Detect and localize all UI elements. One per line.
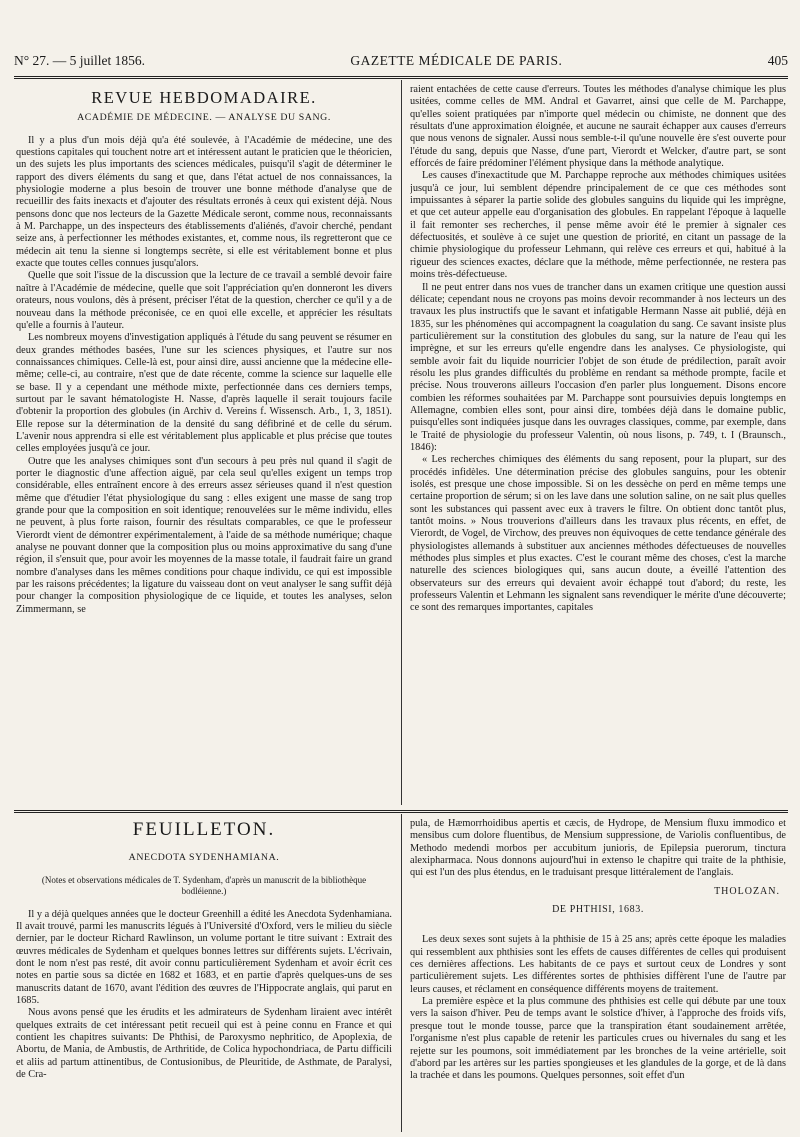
feuilleton-column-right <box>410 818 786 1132</box>
header-rule-2 <box>14 78 788 79</box>
revue-column-left <box>16 88 392 801</box>
revue-subtitle: ACADÉMIE DE MÉDECINE. — ANALYSE DU SANG. <box>77 112 331 124</box>
revue-paragraph: Quelle que soit l'issue de la discussion que la lecture de ce travail a semblé devoir faire naître à l'Académie de médecine, quelle que soit l'appréciation qu'en donneront les divers orateurs, nous voulons, dès à présent, préciser l'état de la question, chercher ce qu'il y a de nouveau dans la méthode préconisée, ce en quoi elle excelle, et apprécier les résultats qu'elle a fournis à l'auteur. <box>16 270 392 331</box>
header-rule <box>14 76 788 77</box>
feuilleton-title: FEUILLETON. <box>132 820 276 840</box>
author-signature: THOLOZAN. <box>714 885 780 897</box>
journal-title: GAZETTE MÉDICALE DE PARIS. <box>350 53 563 68</box>
revue-paragraph: Les causes d'inexactitude que M. Parchappe reproche aux méthodes chimiques usitées jusqu'à ce jour, lui semblent dépendre principalement de ce que ces méthodes sont impuissantes à séparer la partie solide des globules sanguins du liquide qui les imprègne, et que cet auteur appelle eau d'organisation des globules. En rappelant l'époque à laquelle il fait remonter ses recherches, il pense même avoir été le premier à signaler ces défectuosités, et soulève à ce sujet une question de priorité, en citant un passage de la chimie physiologique du professeur Lehmann, qui relève ces erreurs et qui, habitué à la rigueur des sciences exactes, déclare que la méthode, même perfectionnée, ne restera pas moins très-défectueuse. <box>410 170 786 281</box>
newspaper-page <box>14 0 788 1137</box>
feuilleton-rule-2 <box>14 812 788 813</box>
revue-paragraph: « Les recherches chimiques des éléments du sang reposent, pour la plupart, sur des procédés infidèles. Une détermination précise des globules sanguins, pour les obtenir isolés, est presque une chose impossible. Si on les dessèche on perd en même temps une certaine proportion de sérum; si on les lave dans une solution saline, on ne sait plus quelles sont les substances qui passent avec eux à travers le filtre. On obtient donc tantôt plus, tantôt moins. » Nous trouverions d'ailleurs dans les travaux plus récents, en effet, de Vierordt, de Vogel, de Virchow, des preuves non équivoques de cette tendance générale des physiologistes allemands à substituer aux anciennes méthodes défectueuses de nouvelles méthodes plus simples et plus exactes. C'est le courant même des choses, c'est la marche naturelle des sciences biologiques qui, sans aucun doute, a éveillé l'attention des observateurs sur des erreurs qui devaient avoir échappé tout d'abord; du reste, les professeurs Valentin et Lehmann les signalent sans revendiquer le mérite d'une découverte; ce sont des remarques importantes, capitales <box>410 454 786 614</box>
revue-column-right <box>410 84 786 801</box>
feuilleton-rule <box>14 810 788 811</box>
revue-paragraph: Il ne peut entrer dans nos vues de trancher dans un examen critique une question aussi délicate; cependant nous ne croyons pas moins devoir recommander à nos lecteurs un des travaux les plus instructifs que le savant et infatigable Hermann Nasse ait publié, déjà en 1835, sur les phénomènes qui accompagnent la coagulation du sang. Ce savant insiste plus particulièrement sur la constitution des globules du sang, sur la nature de l'eau qui les imprègne, et sur les erreurs qu'elle engendre dans les analyses. Ce physiologiste, qui semble avoir fait du liquide nourricier l'objet de son étude de prédilection, paraît avoir résolu les plus grandes difficultés du problème en rendant sa méthode prompte, facile et précise. Nous trouverons ailleurs l'occasion d'en parler plus longuement. Disons encore combien les réformes souhaitées par M. Parchappe sont poursuivies depuis longtemps en Allemagne, combien elles sont, pour ainsi dire, tombées déjà dans le domaine public, puisqu'elles sont indiquées jusque dans les ouvrages classiques, comme, par exemple, dans le Traité de physiologie du professeur Valentin, où nous lisons, p. 749, t. I (Braunsch., 1846): <box>410 281 786 453</box>
page-header <box>14 50 788 72</box>
column-divider <box>401 80 402 805</box>
page-number: 405 <box>767 53 788 68</box>
feuilleton-paragraph: Nous avons pensé que les érudits et les admirateurs de Sydenham liraient avec intérêt quelques extraits de cet intéressant petit recueil qui est à peine connu en France et qui contient les chapitres suivants: De Phthisi, de Paroxysmo nephritico, de Apoplexia, de Abortu, de Mania, de Ambustis, de Arthritide, de Colica hypochondriaca, de Partu difficili et aliis ad partum attinentibus, de Contusionibus, de Pleuritide, de Asthmate, de Paralysi, de Cra- <box>16 1007 392 1081</box>
chapter-paragraph: Les deux sexes sont sujets à la phthisie de 15 à 25 ans; après cette époque les maladies qui ressemblent aux phthisies sont les effets de causes différentes de celles qui produisent ces dernières affections. Les habitants de ce pays et surtout ceux de Londres y sont particulièrement sujets. Les différentes sortes de phthisies diffèrent l'une de l'autre par leurs causes, et réclament en conséquence différents moyens de traitement. <box>410 934 786 995</box>
feuilleton-paragraph: Il y a déjà quelques années que le docteur Greenhill a édité les Anecdota Sydenhamiana. Il avait trouvé, parmi les manuscrits légués à l'Université d'Oxford, vers le milieu du siècle dernier, par le docteur Richard Rawlinson, un volume portant le titre suivant : Extrait des œuvres médicales de Sydenham et quelques bonnes lettres sur différents sujets. L'écrivain, dont le nom n'est pas resté, dit avoir connu particulièrement Sydenham et avoir écrit ces notes en partie sous sa dictée en 1682 et 1683, et en partie d'après quelques-uns de ses manuscrits datant de 1670, avant l'édition des œuvres de l'Hippocrate anglais, qui parut en 1685. <box>16 908 392 1007</box>
revue-title: REVUE HEBDOMADAIRE. <box>91 88 317 107</box>
feuilleton-column-left <box>16 820 392 1132</box>
revue-paragraph: raient entachées de cette cause d'erreurs. Toutes les méthodes d'analyse chimique les plus usitées, comme celles de MM. Andral et Gavarret, ainsi que celle de M. Parchappe, qu'elles soient pratiquées par n'importe quel médecin ou chimiste, ne donnent que des résultats d'une approximation éloignée, et aucune ne saurait échapper aux causes d'erreurs que nous venons de signaler. Aussi nous semble-t-il qu'une nouvelle ère s'est ouverte pour l'étude du sang, depuis que Nasse, d'une part, Vierordt et Welcker, d'autre part, se sont efforcés de faire prédominer l'élément physique dans la méthode analytique. <box>410 84 786 170</box>
feuilleton-note: (Notes et observations médicales de T. Sydenham, d'après un manuscrit de la bibliothèque bodléienne.) <box>41 874 367 896</box>
revue-paragraph: Il y a plus d'un mois déjà qu'a été soulevée, à l'Académie de médecine, une des questions capitales qui touchent notre art et intéressent autant le praticien que le théoricien, un des sujets les plus importants des sciences médicales, puisqu'il s'agit de déterminer le rapport des divers éléments du sang et que, dans l'état actuel de nos connaissances, la physiologie moderne a plus besoin de trouver une bonne méthode d'analyse que de recueillir des faits inexacts et d'ajouter des résultats erronés à ceux qui existent déjà. Nous pensons donc que nos lecteurs de la Gazette Médicale seront, comme nous, reconnaissants à M. Parchappe, un des inspecteurs des établissements d'aliénés, d'avoir cherché, pendant seize ans, à perfectionner les méthodes existantes, et, comme nous, ils regretteront que ce médecin ait tenu la sienne si longtemps secrète, si elle est véritablement bonne et plus exacte que toutes celles connues jusqu'alors. <box>16 134 392 270</box>
column-divider <box>401 814 402 1132</box>
issue-date: N° 27. — 5 juillet 1856. <box>14 53 146 68</box>
feuilleton-subtitle: ANECDOTA SYDENHAMIANA. <box>128 852 280 864</box>
revue-paragraph: Les nombreux moyens d'investigation appliqués à l'étude du sang peuvent se résumer en deux grandes méthodes basées, l'une sur les sciences physiques, et l'autre sur nos connaissances chimiques. Celle-là est, pour ainsi dire, aussi ancienne que la médecine elle-même; celle-ci, au contraire, n'est que de date récente, comme la science sur laquelle elle se base. Il y a cependant une méthode mixte, perfectionnée dans ces derniers temps, surtout par le savant hématologiste H. Nasse, d'après laquelle il serait toujours facile d'obtenir la proportion des globules (in Archiv d. Vereins f. Wissensch. Arb., 1, 3, 1851). Elle repose sur la détermination de la densité du sang défibriné et de celle du sérum. L'avenir nous apprendra si elle est véritablement plus applicable et plus précise que toutes celles employées jusqu'à ce jour. <box>16 332 392 455</box>
feuilleton-paragraph: pula, de Hæmorrhoidibus apertis et cæcis, de Hydrope, de Mensium fluxu immodico et mensibus cum dolore fluentibus, de Mensium suppressione, de Variolis confluentibus, de Methodo medendi morbos per accubitum junioris, de Epilepsia puerorum, tinctura alexipharmaca. Nous donnons aujourd'hui in extenso le chapitre qui traite de la phthisie, qui est l'un des plus étendus, en le traduisant presque littéralement de l'anglais. <box>410 818 786 879</box>
chapter-title: DE PHTHISI, 1683. <box>552 904 644 916</box>
revue-paragraph: Outre que les analyses chimiques sont d'un secours à peu près nul quand il s'agit de porter le diagnostic d'une affection aiguë, par cela seul qu'elles exigent un temps trop considérable, elles entraînent encore à des erreurs assez sérieuses quand il n'est question même que d'étudier l'état physiologique du sang : elles exigent une masse de sang trop grande pour que la composition en soit identique; renouvelées sur le même individu, elles ne peuvent, à plus forte raison, fournir des résultats comparables, ce que le professeur Vierordt vient de démontrer expérimentalement, à l'aide de sa méthode numérique; chaque analyse ne pouvant donner que la composition plus ou moins approximative du sang d'une région, il s'ensuit que, pour avoir les moyennes de la masse totale, il faudrait faire un grand nombre d'analyses dans les mêmes conditions pour chaque individu, ce qui est impossible par les raisons précédentes; la ligature du vaisseau dont on veut analyser le sang suffit déjà pour changer la composition physiologique de ce liquide, et toutes les analyses, selon Zimmermann, se <box>16 455 392 615</box>
chapter-paragraph: La première espèce et la plus commune des phthisies est celle qui débute par une toux vers la saison d'hiver. Peu de temps avant le solstice d'hiver, à l'approche des froids vifs, presque tout le monde tousse, parce que la transpiration étant soudainement arrêtée, l'organisme n'est plus capable de retenir les particules crues ou hivernales du sang et les rejette sur les poumons, soit immédiatement par les bronches de la veine artérielle, soit d'abord par les artères sur les parties spongieuses et les glandules de la gorge, et de là dans la trachée et dans les poumons. Quelques personnes, soit effet d'un <box>410 996 786 1082</box>
